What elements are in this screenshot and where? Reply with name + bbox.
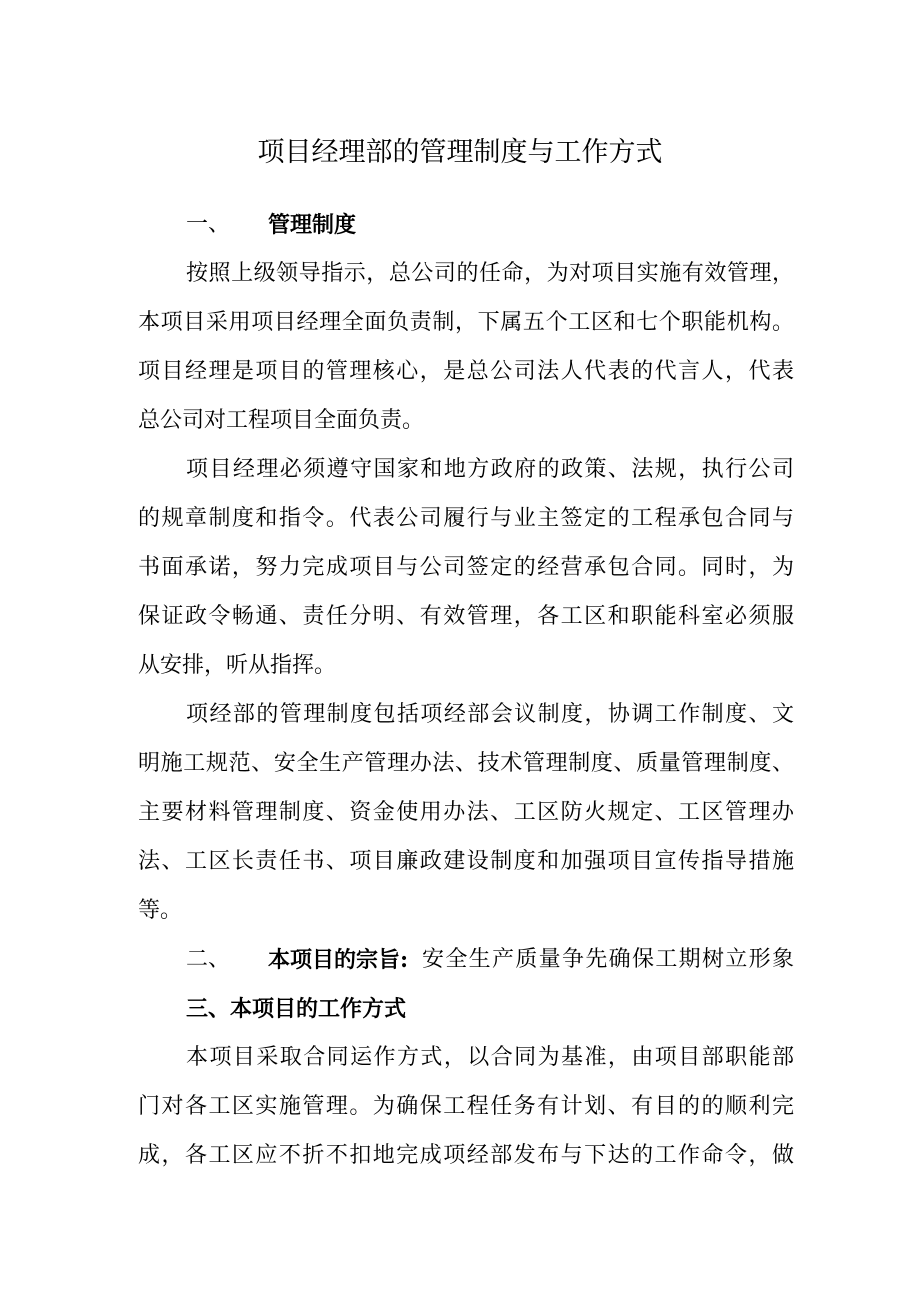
section-2-text: 安全生产质量争先确保工期树立形象: [422, 947, 794, 972]
paragraph-3-line-5: 等。: [138, 898, 183, 923]
section-1-number: 一、: [186, 212, 231, 237]
paragraph-2-line-5: 从安排，听从指挥。: [138, 653, 337, 678]
paragraph-4-line-3: 成，各工区应不折不扣地完成项经部发布与下达的工作命令，做: [138, 1143, 794, 1168]
document-title: 项目经理部的管理制度与工作方式: [257, 137, 663, 168]
section-2-number: 二、: [186, 947, 231, 972]
paragraph-2-line-2: 的规章制度和指令。代表公司履行与业主签定的工程承包合同与: [138, 506, 794, 531]
section-2-heading: 本项目的宗旨:: [268, 947, 409, 973]
section-1-heading: 管理制度: [268, 212, 357, 238]
paragraph-2-line-1: 项目经理必须遵守国家和地方政府的政策、法规，执行公司: [186, 457, 794, 482]
paragraph-3-line-1: 项经部的管理制度包括项经部会议制度，协调工作制度、文: [186, 702, 794, 727]
paragraph-2-line-3: 书面承诺，努力完成项目与公司签定的经营承包合同。同时，为: [138, 555, 794, 580]
paragraph-1-line-3: 项目经理是项目的管理核心，是总公司法人代表的代言人，代表: [138, 359, 794, 384]
paragraph-2-line-4: 保证政令畅通、责任分明、有效管理，各工区和职能科室必须服: [138, 604, 794, 629]
paragraph-4-line-2: 门对各工区实施管理。为确保工程任务有计划、有目的的顺利完: [138, 1094, 794, 1119]
paragraph-3-line-3: 主要材料管理制度、资金使用办法、工区防火规定、工区管理办: [138, 800, 794, 825]
paragraph-4-line-1: 本项目采取合同运作方式，以合同为基准，由项目部职能部: [186, 1045, 794, 1070]
paragraph-1-line-1: 按照上级领导指示，总公司的任命，为对项目实施有效管理，: [186, 261, 794, 286]
section-3-heading: 三、本项目的工作方式: [186, 996, 407, 1022]
paragraph-3-line-2: 明施工规范、安全生产管理办法、技术管理制度、质量管理制度、: [138, 751, 794, 776]
paragraph-3-line-4: 法、工区长责任书、项目廉政建设制度和加强项目宣传指导措施: [138, 849, 794, 874]
paragraph-1-line-2: 本项目采用项目经理全面负责制，下属五个工区和七个职能机构。: [138, 310, 794, 335]
paragraph-1-line-4: 总公司对工程项目全面负责。: [138, 408, 425, 433]
